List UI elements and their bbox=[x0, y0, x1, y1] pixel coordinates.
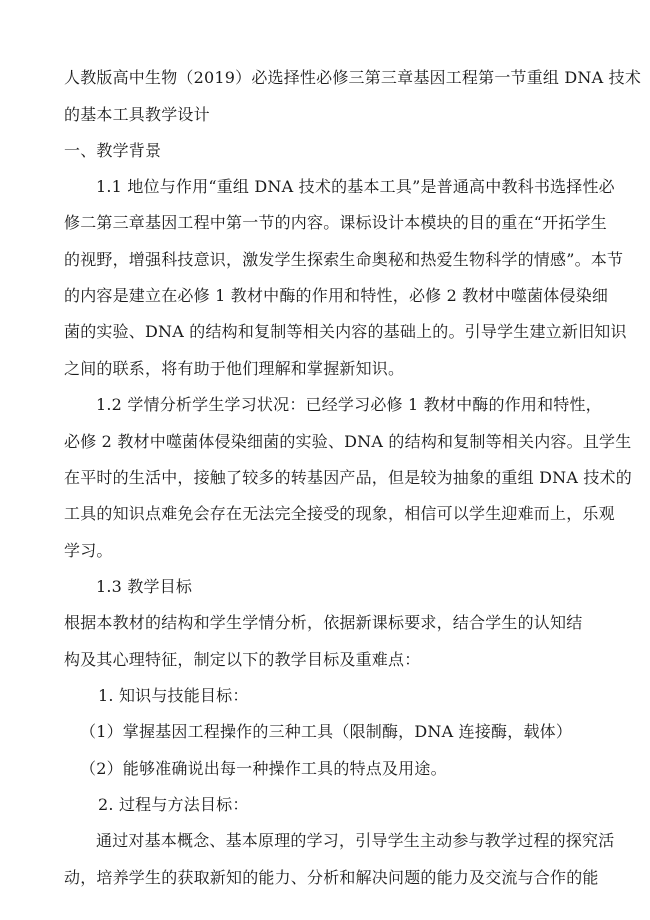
document-title-line-1: 人教版高中生物（2019）必选择性必修三第三章基因工程第一节重组 DNA 技术 bbox=[64, 68, 642, 87]
section-heading-background: 一、教学背景 bbox=[64, 141, 162, 160]
paragraph-line: 必修 2 教材中噬菌体侵染细菌的实验、DNA 的结构和复制等相关内容。且学生 bbox=[64, 432, 632, 451]
subsection-heading-goals: 1.3 教学目标 bbox=[96, 577, 193, 596]
document-title-line-2: 的基本工具教学设计 bbox=[64, 105, 210, 124]
paragraph-line: 根据本教材的结构和学生学情分析，依据新课标要求，结合学生的认知结 bbox=[64, 613, 583, 632]
paragraph-line: 1.2 学情分析学生学习状况：已经学习必修 1 教材中酶的作用和特性， bbox=[96, 395, 602, 414]
paragraph-line: 在平时的生活中，接触了较多的转基因产品，但是较为抽象的重组 DNA 技术的 bbox=[64, 468, 632, 487]
paragraph-line: 工具的知识点难免会存在无法完全接受的现象，相信可以学生迎难而上，乐观 bbox=[64, 504, 615, 523]
paragraph-line: 之间的联系，将有助于他们理解和掌握新知识。 bbox=[64, 359, 405, 378]
goal-item: （2）能够准确说出每一种操作工具的特点及用途。 bbox=[80, 759, 447, 778]
paragraph-line: 菌的实验、DNA 的结构和复制等相关内容的基础上的。引导学生建立新旧知识 bbox=[64, 322, 627, 341]
paragraph-line: 通过对基本概念、基本原理的学习，引导学生主动参与教学过程的探究活 bbox=[96, 831, 615, 850]
paragraph-line: 动，培养学生的获取新知的能力、分析和解决问题的能力及交流与合作的能 bbox=[64, 868, 599, 887]
paragraph-line: 的内容是建立在必修 1 教材中酶的作用和特性，必修 2 教材中噬菌体侵染细 bbox=[64, 286, 609, 305]
goal-heading-knowledge: 1. 知识与技能目标： bbox=[98, 686, 249, 705]
paragraph-line: 1.1 地位与作用“重组 DNA 技术的基本工具”是普通高中教科书选择性必 bbox=[96, 177, 615, 196]
paragraph-line: 的视野，增强科技意识，激发学生探索生命奥秘和热爱生物科学的情感”。本节 bbox=[64, 250, 624, 269]
paragraph-line: 构及其心理特征，制定以下的教学目标及重难点： bbox=[64, 650, 421, 669]
paragraph-line: 学习。 bbox=[64, 541, 113, 560]
goal-heading-process: 2. 过程与方法目标： bbox=[98, 795, 249, 814]
goal-item: （1）掌握基因工程操作的三种工具（限制酶，DNA 连接酶，载体） bbox=[80, 722, 573, 741]
paragraph-line: 修二第三章基因工程中第一节的内容。课标设计本模块的目的重在“开拓学生 bbox=[64, 213, 607, 232]
